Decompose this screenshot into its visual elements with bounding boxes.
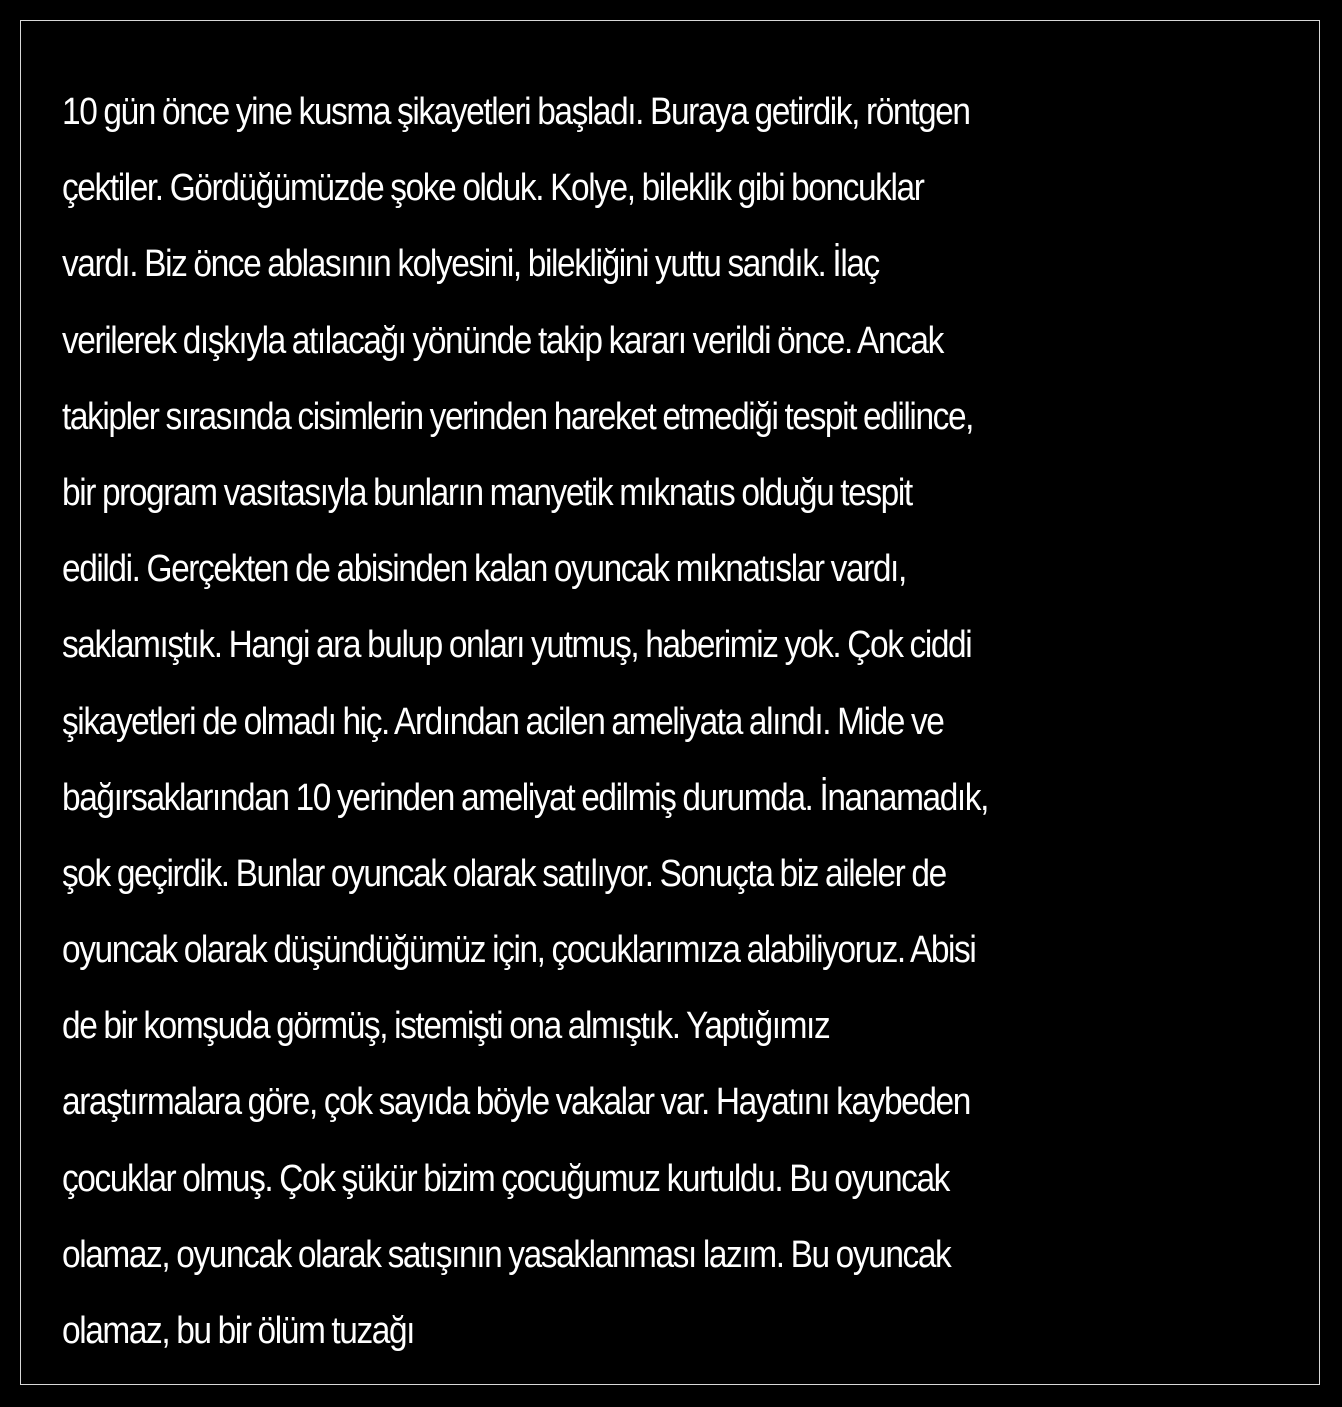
quote-line-4: verilerek dışkıyla atılacağı yönünde takip kararı verildi önce. Ancak bbox=[62, 319, 943, 362]
quote-line-11: şok geçirdik. Bunlar oyuncak olarak satılıyor. Sonuçta biz aileler de bbox=[62, 852, 946, 895]
quote-line-6: bir program vasıtasıyla bunların manyetik mıknatıs olduğu tespit bbox=[62, 471, 912, 514]
quote-line-15: çocuklar olmuş. Çok şükür bizim çocuğumuz kurtuldu. Bu oyuncak bbox=[62, 1157, 949, 1200]
quote-line-12: oyuncak olarak düşündüğümüz için, çocuklarımıza alabiliyoruz. Abisi bbox=[62, 929, 976, 972]
quote-line-17: olamaz, bu bir ölüm tuzağı bbox=[62, 1310, 415, 1352]
quote-line-16: olamaz, oyuncak olarak satışının yasaklanması lazım. Bu oyuncak bbox=[62, 1233, 951, 1276]
quote-line-5: takipler sırasında cisimlerin yerinden hareket etmediği tespit edilince, bbox=[62, 395, 974, 438]
quote-line-14: araştırmalara göre, çok sayıda böyle vakalar var. Hayatını kaybeden bbox=[62, 1081, 970, 1124]
quote-line-3: vardı. Biz önce ablasının kolyesini, bilekliğini yuttu sandık. İlaç bbox=[62, 243, 879, 286]
quote-line-2: çektiler. Gördüğümüzde şoke olduk. Kolye, bileklik gibi boncuklar bbox=[62, 167, 924, 210]
quote-line-9: şikayetleri de olmadı hiç. Ardından acilen ameliyata alındı. Mide ve bbox=[62, 700, 944, 743]
quote-text bbox=[62, 74, 1144, 1369]
quote-line-1: 10 gün önce yine kusma şikayetleri başladı. Buraya getirdik, röntgen bbox=[62, 91, 970, 133]
quote-line-7: edildi. Gerçekten de abisinden kalan oyuncak mıknatıslar vardı, bbox=[62, 548, 906, 591]
quote-line-13: de bir komşuda görmüş, istemişti ona almıştık. Yaptığımız bbox=[62, 1005, 830, 1048]
quote-line-8: saklamıştık. Hangi ara bulup onları yutmuş, haberimiz yok. Çok ciddi bbox=[62, 624, 972, 667]
quote-line-10: bağırsaklarından 10 yerinden ameliyat edilmiş durumda. İnanamadık, bbox=[62, 776, 988, 819]
